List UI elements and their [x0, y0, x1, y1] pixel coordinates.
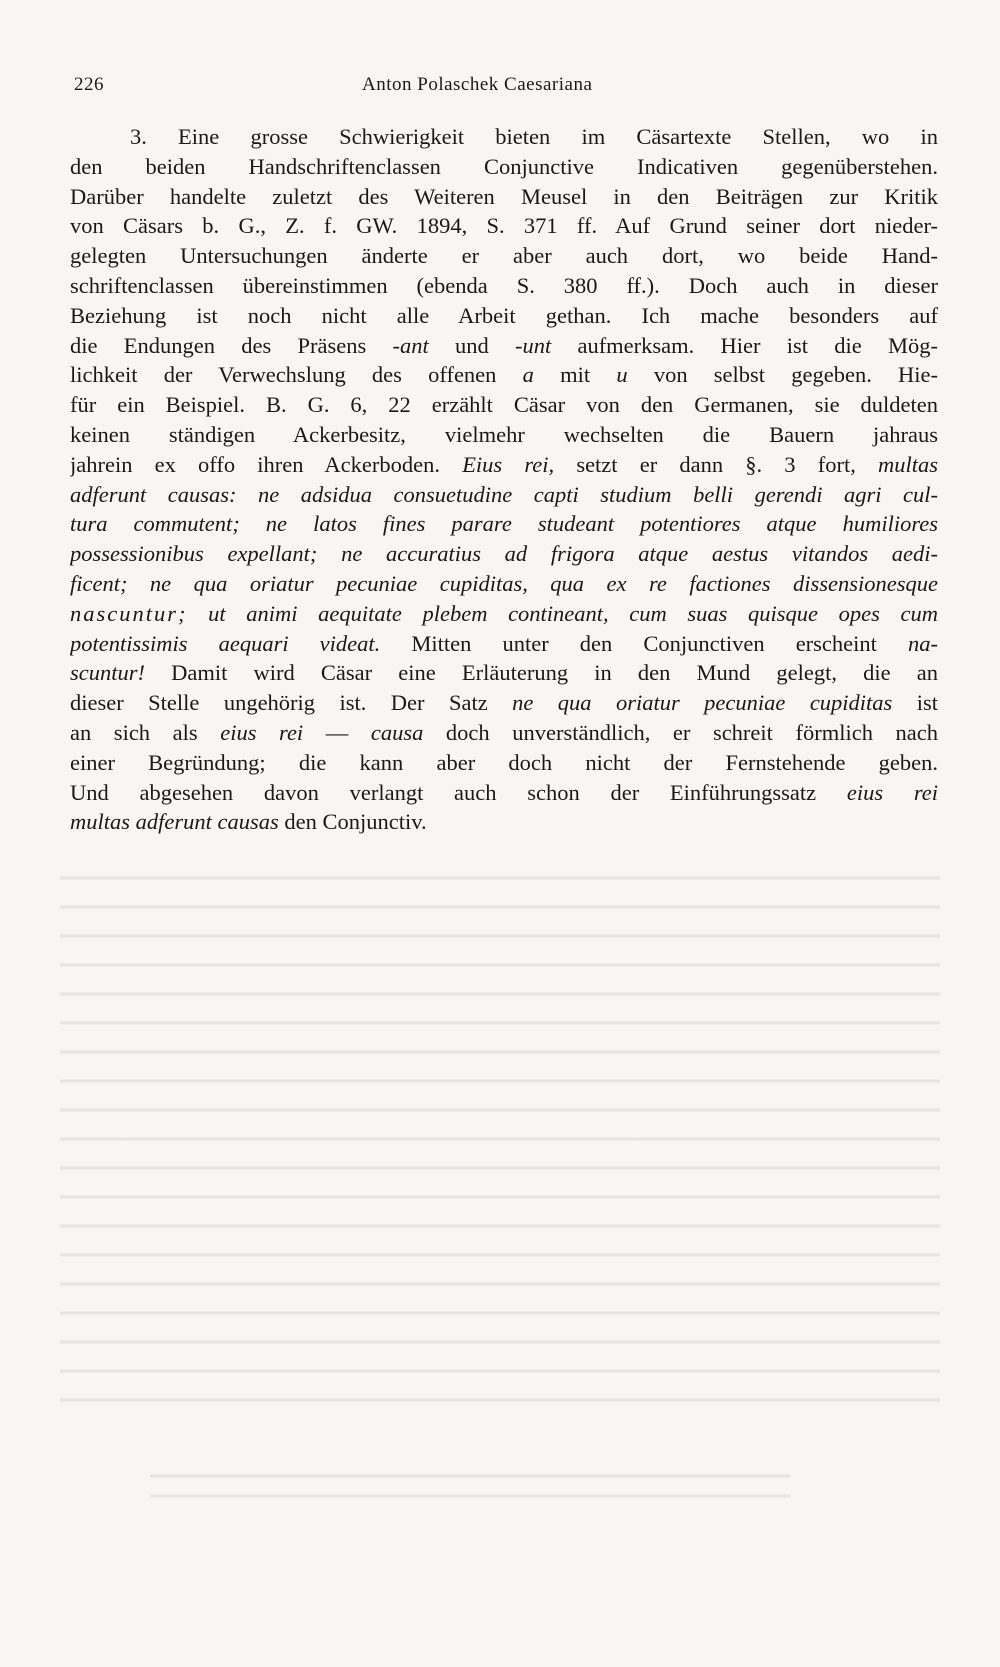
- running-head: Anton Polaschek Caesariana: [362, 74, 593, 95]
- text-line: dieser Stelle ungehörig ist. Der Satz ne qua oriatur pecuniae cupiditas ist: [70, 690, 938, 716]
- text-line: scuntur! Damit wird Cäsar eine Erläuterung in den Mund gelegt, die an: [70, 660, 938, 686]
- text-line: possessionibus expellant; ne accuratius ad frigora atque aestus vitandos aedi-: [70, 541, 938, 567]
- text-line: Darüber handelte zuletzt des Weiteren Meusel in den Beiträgen zur Kritik: [70, 183, 938, 209]
- text-line: gelegten Untersuchungen änderte er aber auch dort, wo beide Hand-: [70, 243, 938, 269]
- bleed-through-footnote: [150, 1468, 790, 1508]
- text-line: ficent; ne qua oriatur pecuniae cupiditas, qua ex re factiones dissensionesque: [70, 570, 938, 596]
- text-line: die Endungen des Präsens -ant und -unt aufmerksam. Hier ist die Mög-: [70, 332, 938, 358]
- text-line: für ein Beispiel. B. G. 6, 22 erzählt Cäsar von den Germanen, sie duldeten: [70, 392, 938, 418]
- text-line: den beiden Handschriftenclassen Conjunctive Indicativen gegenüberstehen.: [70, 153, 938, 179]
- text-line: einer Begründung; die kann aber doch nicht der Fernstehende geben.: [70, 749, 938, 775]
- text-line: potentissimis aequari videat. Mitten unter den Conjunctiven erscheint na-: [70, 630, 938, 656]
- page-header: [74, 74, 674, 104]
- text-line: 3. Eine grosse Schwierigkeit bieten im Cäsartexte Stellen, wo in: [130, 124, 938, 149]
- text-line: Und abgesehen davon verlangt auch schon der Einführungssatz eius rei: [70, 779, 938, 805]
- body-paragraph: [70, 122, 938, 837]
- page-number: 226: [74, 74, 104, 95]
- bleed-through-text: [60, 860, 940, 1420]
- text-line: jahrein ex offo ihren Ackerboden. Eius rei, setzt er dann §. 3 fort, multas: [70, 451, 938, 477]
- text-line: an sich als eius rei — causa doch unverständlich, er schreit förmlich nach: [70, 719, 938, 745]
- text-line: multas adferunt causas den Conjunctiv.: [70, 809, 427, 835]
- text-line: von Cäsars b. G., Z. f. GW. 1894, S. 371 ff. Auf Grund seiner dort nieder-: [70, 213, 938, 239]
- text-line: adferunt causas: ne adsidua consuetudine capti studium belli gerendi agri cul-: [70, 481, 938, 507]
- text-line: keinen ständigen Ackerbesitz, vielmehr wechselten die Bauern jahraus: [70, 421, 938, 447]
- text-line: nascuntur; ut animi aequitate plebem contineant, cum suas quisque opes cum: [70, 600, 938, 626]
- text-line: lichkeit der Verwechslung des offenen a mit u von selbst gegeben. Hie-: [70, 362, 938, 388]
- text-line: tura commutent; ne latos fines parare studeant potentiores atque humiliores: [70, 511, 938, 537]
- text-line: schriftenclassen übereinstimmen (ebenda S. 380 ff.). Doch auch in dieser: [70, 272, 938, 298]
- text-line: Beziehung ist noch nicht alle Arbeit gethan. Ich mache besonders auf: [70, 302, 938, 328]
